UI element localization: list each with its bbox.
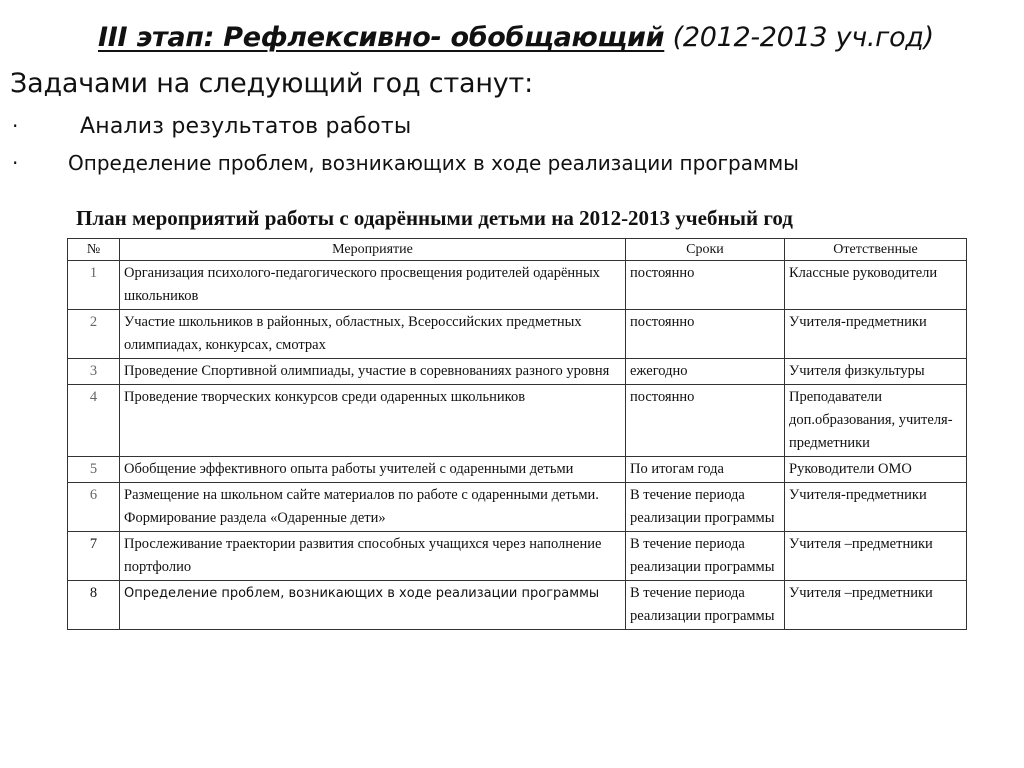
table-row bbox=[68, 261, 967, 310]
table-row bbox=[68, 581, 967, 630]
row-responsible: Руководители ОМО bbox=[785, 457, 967, 483]
row-number: 2 bbox=[68, 310, 120, 359]
row-responsible: Классные руководители bbox=[785, 261, 967, 310]
row-term: постоянно bbox=[626, 385, 785, 457]
row-number: 7 bbox=[68, 532, 120, 581]
tasks-label: Задачами на следующий год станут: bbox=[10, 68, 533, 99]
header-term: Сроки bbox=[626, 239, 785, 261]
row-number: 5 bbox=[68, 457, 120, 483]
bullet-icon: · bbox=[12, 114, 19, 138]
bullet-icon: · bbox=[12, 151, 19, 175]
row-term: постоянно bbox=[626, 310, 785, 359]
table-row bbox=[68, 532, 967, 581]
row-term: В течение периода реализации программы bbox=[626, 581, 785, 630]
row-number: 1 bbox=[68, 261, 120, 310]
stage-heading bbox=[98, 22, 998, 53]
table-row bbox=[68, 310, 967, 359]
table-header-row bbox=[68, 239, 967, 261]
row-number: 4 bbox=[68, 385, 120, 457]
row-event: Определение проблем, возникающих в ходе реализации программы bbox=[120, 581, 626, 630]
row-responsible: Учителя –предметники bbox=[785, 581, 967, 630]
row-term: В течение периода реализации программы bbox=[626, 532, 785, 581]
row-term: В течение периода реализации программы bbox=[626, 483, 785, 532]
table-row bbox=[68, 483, 967, 532]
task-item: Анализ результатов работы bbox=[80, 114, 412, 139]
stage-period: (2012-2013 уч.год) bbox=[664, 22, 934, 53]
header-number: № bbox=[68, 239, 120, 261]
row-event: Организация психолого-педагогического просвещения родителей одарённых школьников bbox=[120, 261, 626, 310]
row-responsible: Учителя-предметники bbox=[785, 483, 967, 532]
row-event: Обобщение эффективного опыта работы учителей с одаренными детьми bbox=[120, 457, 626, 483]
row-event: Прослеживание траектории развития способных учащихся через наполнение портфолио bbox=[120, 532, 626, 581]
table-row bbox=[68, 457, 967, 483]
header-event: Мероприятие bbox=[120, 239, 626, 261]
header-responsible: Отетственные bbox=[785, 239, 967, 261]
task-item: Определение проблем, возникающих в ходе реализации программы bbox=[68, 151, 799, 175]
row-term: По итогам года bbox=[626, 457, 785, 483]
row-event: Проведение Спортивной олимпиады, участие в соревнованиях разного уровня bbox=[120, 359, 626, 385]
row-term: ежегодно bbox=[626, 359, 785, 385]
row-number: 3 bbox=[68, 359, 120, 385]
row-event: Участие школьников в районных, областных, Всероссийских предметных олимпиадах, конкурсах, смотрах bbox=[120, 310, 626, 359]
table-row bbox=[68, 359, 967, 385]
row-responsible: Учителя физкультуры bbox=[785, 359, 967, 385]
row-number: 8 bbox=[68, 581, 120, 630]
row-responsible: Преподаватели доп.образования, учителя-предметники bbox=[785, 385, 967, 457]
row-event: Размещение на школьном сайте материалов по работе с одаренными детьми. Формирование раздела «Одаренные дети» bbox=[120, 483, 626, 532]
row-responsible: Учителя-предметники bbox=[785, 310, 967, 359]
table-row bbox=[68, 385, 967, 457]
stage-title: III этап: Рефлексивно- обобщающий bbox=[98, 22, 665, 53]
row-term: постоянно bbox=[626, 261, 785, 310]
row-event: Проведение творческих конкурсов среди одаренных школьников bbox=[120, 385, 626, 457]
row-number: 6 bbox=[68, 483, 120, 532]
events-table bbox=[67, 238, 967, 630]
row-responsible: Учителя –предметники bbox=[785, 532, 967, 581]
plan-title: План мероприятий работы с одарёнными детьми на 2012-2013 учебный год bbox=[76, 206, 793, 230]
